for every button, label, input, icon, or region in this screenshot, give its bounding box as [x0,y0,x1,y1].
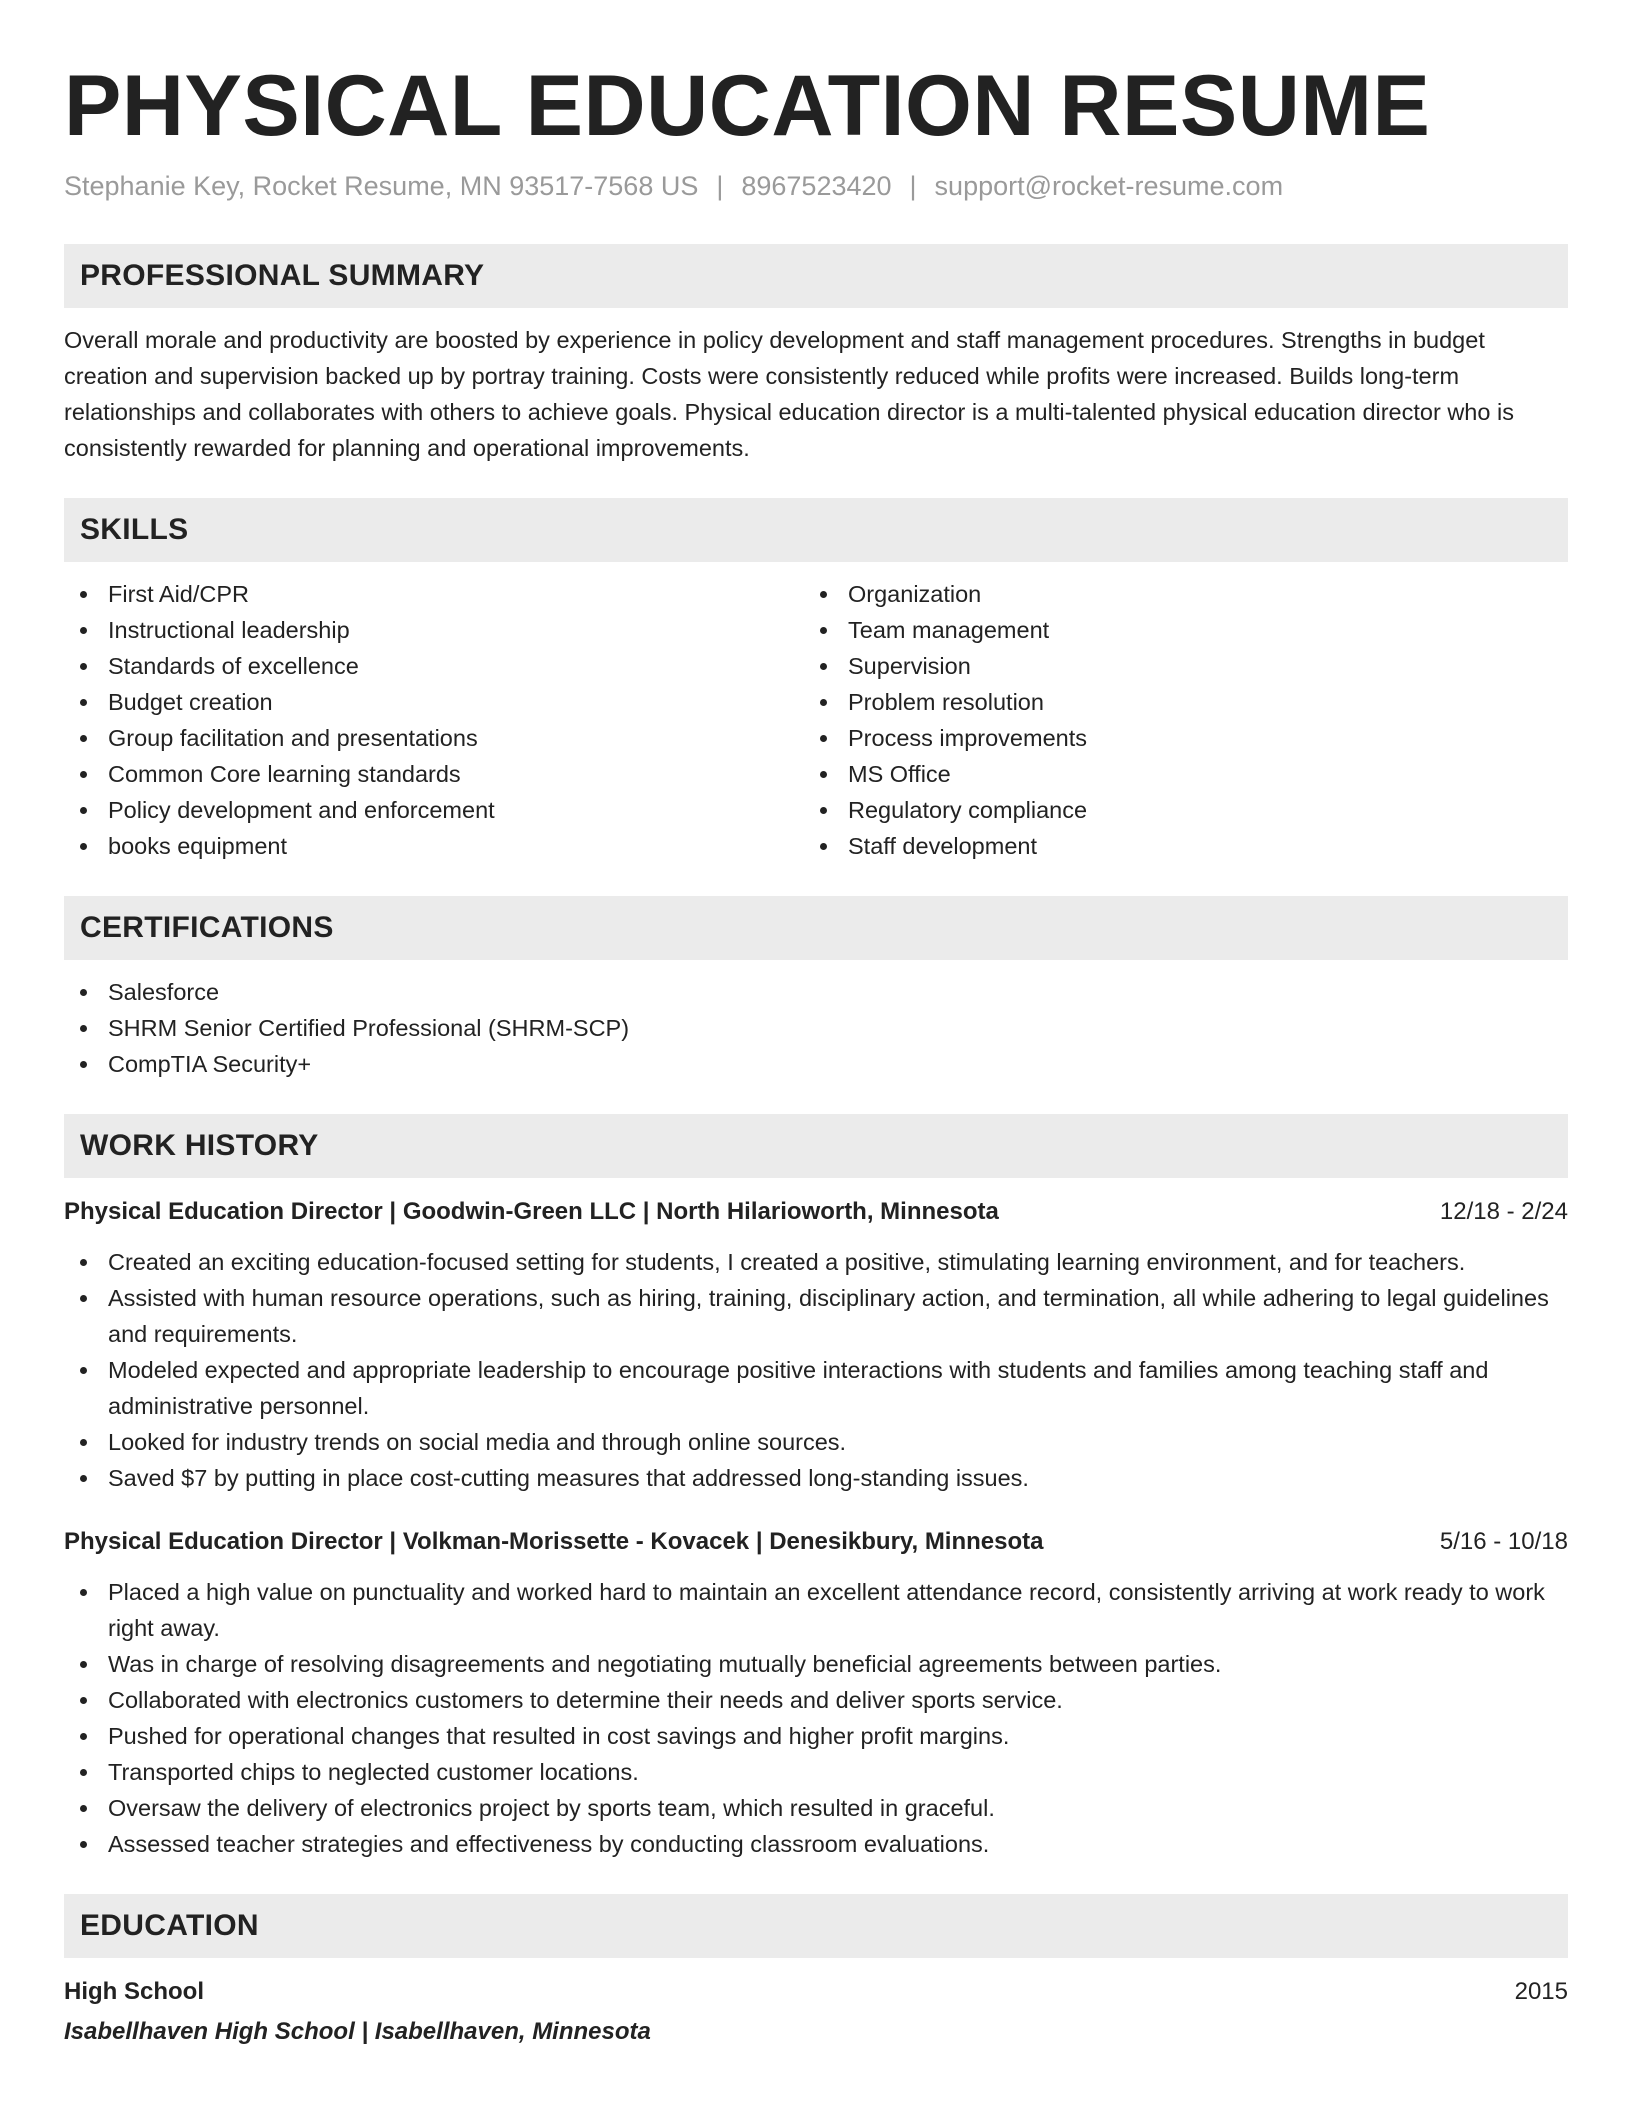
skill-item: Supervision [804,648,1544,684]
job-bullet: Created an exciting education-focused setting for students, I created a positive, stimulating learning environment, and for teachers. [64,1244,1568,1280]
skill-item: First Aid/CPR [64,576,804,612]
certifications-section-header [64,896,1568,960]
skill-item: books equipment [64,828,804,864]
job-header [64,1524,1568,1560]
job-title: Physical Education Director | Volkman-Morissette - Kovacek | Denesikbury, Minnesota [64,1528,1044,1555]
skill-item: Instructional leadership [64,612,804,648]
certification-item: Salesforce [64,974,1568,1010]
job-bullet: Was in charge of resolving disagreements and negotiating mutually beneficial agreements between parties. [64,1646,1568,1682]
skill-item: Standards of excellence [64,648,804,684]
work-heading: WORK HISTORY [80,1129,319,1162]
job-bullet: Oversaw the delivery of electronics project by sports team, which resulted in graceful. [64,1790,1568,1826]
job-bullet: Assessed teacher strategies and effectiveness by conducting classroom evaluations. [64,1826,1568,1862]
job-bullet: Pushed for operational changes that resulted in cost savings and higher profit margins. [64,1718,1568,1754]
job-header [64,1194,1568,1230]
job-dates: 5/16 - 10/18 [1439,1528,1568,1555]
contact-separator: | [909,171,917,201]
contact-line [64,168,1568,204]
skill-item: Process improvements [804,720,1544,756]
skill-item: Common Core learning standards [64,756,804,792]
contact-address: Stephanie Key, Rocket Resume, MN 93517-7568 US [64,171,699,201]
job-bullets [64,1244,1568,1496]
contact-email: support@rocket-resume.com [934,171,1284,201]
certification-item: CompTIA Security+ [64,1046,1568,1082]
skill-item: Policy development and enforcement [64,792,804,828]
skill-item: Team management [804,612,1544,648]
skills-section-header [64,498,1568,562]
skill-item: Problem resolution [804,684,1544,720]
education-heading: EDUCATION [80,1909,259,1942]
job-bullet: Collaborated with electronics customers to determine their needs and deliver sports service. [64,1682,1568,1718]
certification-item: SHRM Senior Certified Professional (SHRM-SCP) [64,1010,1568,1046]
education-degree: High School [64,1978,204,2005]
contact-separator: | [716,171,724,201]
certifications-list [64,974,1568,1082]
skill-item: Regulatory compliance [804,792,1544,828]
skills-list-left [64,576,804,864]
education-header [64,1974,1568,2010]
education-school: Isabellhaven High School | Isabellhaven, Minnesota [64,2018,651,2045]
skill-item: Organization [804,576,1544,612]
skills-grid [64,576,1568,864]
summary-section-header [64,244,1568,308]
job-bullet: Assisted with human resource operations, such as hiring, training, disciplinary action, and termination, all while adhering to legal guidelines and requirements. [64,1280,1568,1352]
skill-item: Budget creation [64,684,804,720]
job-bullet: Looked for industry trends on social media and through online sources. [64,1424,1568,1460]
skill-item: MS Office [804,756,1544,792]
job-bullet: Transported chips to neglected customer locations. [64,1754,1568,1790]
job-dates: 12/18 - 2/24 [1439,1198,1568,1225]
resume-title: PHYSICAL EDUCATION RESUME [64,58,1431,154]
skill-item: Group facilitation and presentations [64,720,804,756]
summary-heading: PROFESSIONAL SUMMARY [80,259,485,292]
skill-item: Staff development [804,828,1544,864]
certifications-heading: CERTIFICATIONS [80,911,334,944]
job-bullet: Modeled expected and appropriate leadership to encourage positive interactions with students and families among teaching staff and administrative personnel. [64,1352,1568,1424]
education-year: 2015 [1514,1978,1568,2005]
job-bullet: Placed a high value on punctuality and worked hard to maintain an excellent attendance record, consistently arriving at work ready to work right away. [64,1574,1568,1646]
contact-phone: 8967523420 [741,171,892,201]
job-bullets [64,1574,1568,1862]
skills-list-right [804,576,1544,864]
work-section-header [64,1114,1568,1178]
skills-heading: SKILLS [80,513,189,546]
job-title: Physical Education Director | Goodwin-Green LLC | North Hilarioworth, Minnesota [64,1198,999,1225]
education-section-header [64,1894,1568,1958]
job-bullet: Saved $7 by putting in place cost-cutting measures that addressed long-standing issues. [64,1460,1568,1496]
summary-text: Overall morale and productivity are boosted by experience in policy development and staff management procedures. Strengths in budget creation and supervision backed up by portray training. Costs were consistently reduced while profits were increased. Builds long-term relationships and collaborates with others to achieve goals. Physical education director is a multi-talented physical education director who is consistently rewarded for planning and operational improvements. [64,327,1514,461]
